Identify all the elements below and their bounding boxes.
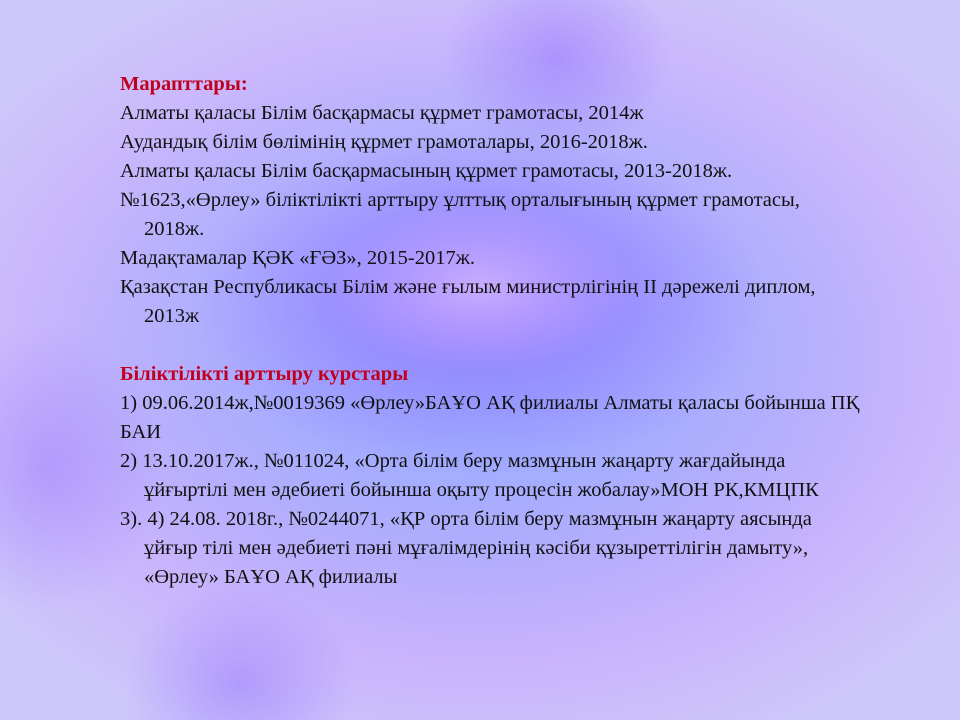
award-item: Қазақстан Республикасы Білім және ғылым министрлігінің ІІ дәрежелі диплом, 2013ж bbox=[120, 276, 816, 327]
awards-heading: Марапттары: bbox=[120, 73, 248, 95]
courses-heading: Біліктілікті арттыру курстары bbox=[120, 363, 409, 385]
course-item: 1) 09.06.2014ж,№0019369 «Өрлеу»БАҰО АҚ филиалы Алматы қаласы бойынша ПҚ БАИ bbox=[120, 392, 860, 443]
award-item: Алматы қаласы Білім басқармасы құрмет грамотасы, 2014ж bbox=[120, 102, 644, 124]
award-item: Аудандық білім бөлімінің құрмет грамоталары, 2016-2018ж. bbox=[120, 131, 648, 153]
award-item: Мадақтамалар ҚӘК «ҒӘЗ», 2015-2017ж. bbox=[120, 247, 476, 269]
award-item: Алматы қаласы Білім басқармасының құрмет грамотасы, 2013-2018ж. bbox=[120, 160, 733, 182]
course-item: 3). 4) 24.08. 2018г., №0244071, «ҚР орта білім беру мазмұнын жаңарту аясында ұйғыр тілі мен әдебиеті пәні мұғалімдерінің кәсіби құзыреттілігін дамыту», «Өрлеу» БАҰО АҚ филиалы bbox=[120, 508, 812, 588]
slide-content bbox=[120, 70, 860, 592]
section-spacer bbox=[120, 331, 860, 360]
award-item: №1623,«Өрлеу» біліктілікті арттыру ұлттық орталығының құрмет грамотасы, 2018ж. bbox=[120, 189, 800, 240]
course-item: 2) 13.10.2017ж., №011024, «Орта білім беру мазмұнын жаңарту жағдайында ұйғыртілі мен әдебиеті бойынша оқыту процесін жобалау»МОН РК,КМЦПК bbox=[120, 450, 819, 501]
